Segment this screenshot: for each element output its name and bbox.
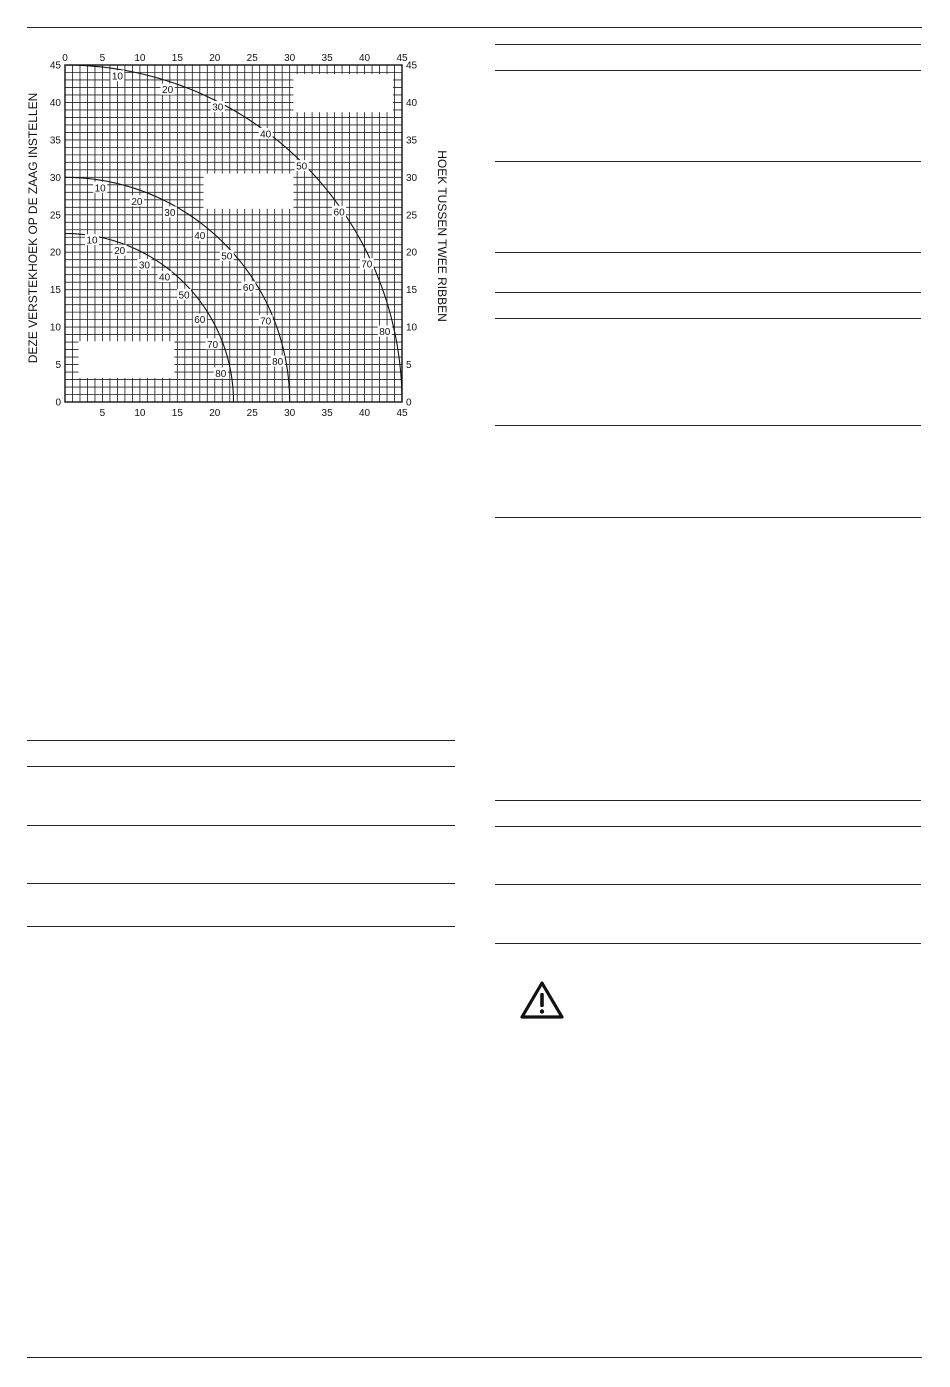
top-tick-8: 40 xyxy=(358,53,371,64)
blank-box-top-right xyxy=(293,74,393,112)
blank-box-bottom-left xyxy=(78,341,174,378)
right-table-rule-5 xyxy=(495,292,921,293)
curve-label-0-2: 30 xyxy=(212,102,224,114)
right-tick-2: 35 xyxy=(406,135,418,147)
top-tick-3: 15 xyxy=(171,53,183,64)
chart-blank-boxes xyxy=(78,71,393,381)
left-tick-1: 40 xyxy=(49,97,61,109)
left-tick-0: 45 xyxy=(49,60,61,72)
right-table-rule-9 xyxy=(495,800,921,801)
left-tick-8: 5 xyxy=(55,360,61,372)
right-tick-8: 5 xyxy=(406,360,412,372)
bottom-tick-2: 15 xyxy=(171,408,183,419)
curve-label-2-4: 50 xyxy=(178,290,190,302)
curve-label-2-2: 30 xyxy=(138,260,150,272)
right-table-rule-10 xyxy=(495,826,921,827)
curve-label-1-6: 70 xyxy=(260,316,272,328)
right-table-rule-8 xyxy=(495,517,921,518)
curve-label-2-5: 60 xyxy=(194,315,206,327)
right-tick-6: 15 xyxy=(406,285,418,297)
left-table-rule-2 xyxy=(27,766,455,767)
right-table-rule-3 xyxy=(495,161,921,162)
blank-box-center-right xyxy=(204,174,294,209)
left-tick-2: 35 xyxy=(49,135,61,147)
curve-label-2-0: 10 xyxy=(86,235,98,247)
curve-label-0-4: 50 xyxy=(296,161,308,173)
curve-label-2-6: 70 xyxy=(206,339,219,351)
bottom-tick-7: 40 xyxy=(358,408,371,419)
left-tick-9: 0 xyxy=(55,397,61,409)
top-page-rule xyxy=(27,27,922,28)
right-tick-5: 20 xyxy=(406,247,418,259)
top-tick-0: 0 xyxy=(62,53,68,64)
left-tick-3: 30 xyxy=(49,172,61,184)
top-tick-1: 5 xyxy=(99,53,106,64)
right-tick-0: 45 xyxy=(406,60,418,72)
left-table-rule-5 xyxy=(27,926,455,927)
right-tick-9: 0 xyxy=(406,397,412,409)
bottom-tick-5: 30 xyxy=(284,408,296,419)
left-tick-4: 25 xyxy=(49,210,61,222)
curve-label-1-0: 10 xyxy=(94,183,106,195)
curve-label-2-3: 40 xyxy=(159,272,171,284)
right-table-rule-12 xyxy=(495,943,921,944)
bottom-tick-8: 45 xyxy=(396,408,408,419)
top-tick-7: 35 xyxy=(321,53,333,64)
left-tick-7: 10 xyxy=(49,322,61,334)
curve-label-0-0: 10 xyxy=(111,71,123,83)
left-tick-5: 20 xyxy=(49,247,61,259)
right-tick-7: 10 xyxy=(406,322,418,334)
top-tick-2: 10 xyxy=(134,53,146,64)
top-tick-9: 45 xyxy=(396,53,408,64)
curve-label-2-1: 20 xyxy=(114,246,126,258)
right-table-rule-1 xyxy=(495,44,921,45)
warning-triangle-icon xyxy=(519,980,565,1020)
left-table-rule-1 xyxy=(27,740,455,741)
mitre-angle-chart xyxy=(20,40,460,420)
curve-label-1-4: 50 xyxy=(221,251,233,263)
top-tick-5: 25 xyxy=(246,53,258,64)
curve-label-0-1: 20 xyxy=(162,85,174,97)
y-axis-label-left: DEZE VERSTEKHOEK OP DE ZAAG INSTELLEN xyxy=(26,92,40,364)
curve-label-0-3: 40 xyxy=(260,129,272,141)
left-table-rule-3 xyxy=(27,825,455,826)
bottom-page-rule xyxy=(27,1357,922,1358)
bottom-tick-4: 25 xyxy=(246,408,258,419)
curve-label-0-6: 70 xyxy=(361,259,373,271)
bottom-tick-6: 35 xyxy=(321,408,333,419)
right-table-rule-6 xyxy=(495,318,921,319)
right-table-rule-2 xyxy=(495,70,921,71)
curve-label-1-2: 30 xyxy=(164,208,176,220)
right-tick-4: 25 xyxy=(406,210,418,222)
curve-label-0-7: 80 xyxy=(379,327,391,339)
top-tick-6: 30 xyxy=(284,53,296,64)
bottom-tick-3: 20 xyxy=(209,408,221,419)
top-tick-4: 20 xyxy=(209,53,221,64)
curve-label-2-7: 80 xyxy=(215,369,227,381)
left-table-rule-4 xyxy=(27,883,455,884)
right-tick-3: 30 xyxy=(406,172,418,184)
bottom-tick-1: 10 xyxy=(134,408,146,419)
right-table-rule-11 xyxy=(495,884,921,885)
curve-label-0-5: 60 xyxy=(333,207,345,219)
curve-label-1-7: 80 xyxy=(272,357,284,369)
right-tick-1: 40 xyxy=(406,97,418,109)
bottom-tick-0: 5 xyxy=(99,408,106,419)
curve-label-1-1: 20 xyxy=(131,196,143,208)
right-table-rule-7 xyxy=(495,425,921,426)
left-tick-6: 15 xyxy=(49,285,61,297)
y-axis-label-right: HOEK TUSSEN TWEE RIBBEN xyxy=(435,150,449,322)
right-table-rule-4 xyxy=(495,252,921,253)
curve-label-1-3: 40 xyxy=(194,231,206,243)
curve-label-1-5: 60 xyxy=(242,282,255,294)
